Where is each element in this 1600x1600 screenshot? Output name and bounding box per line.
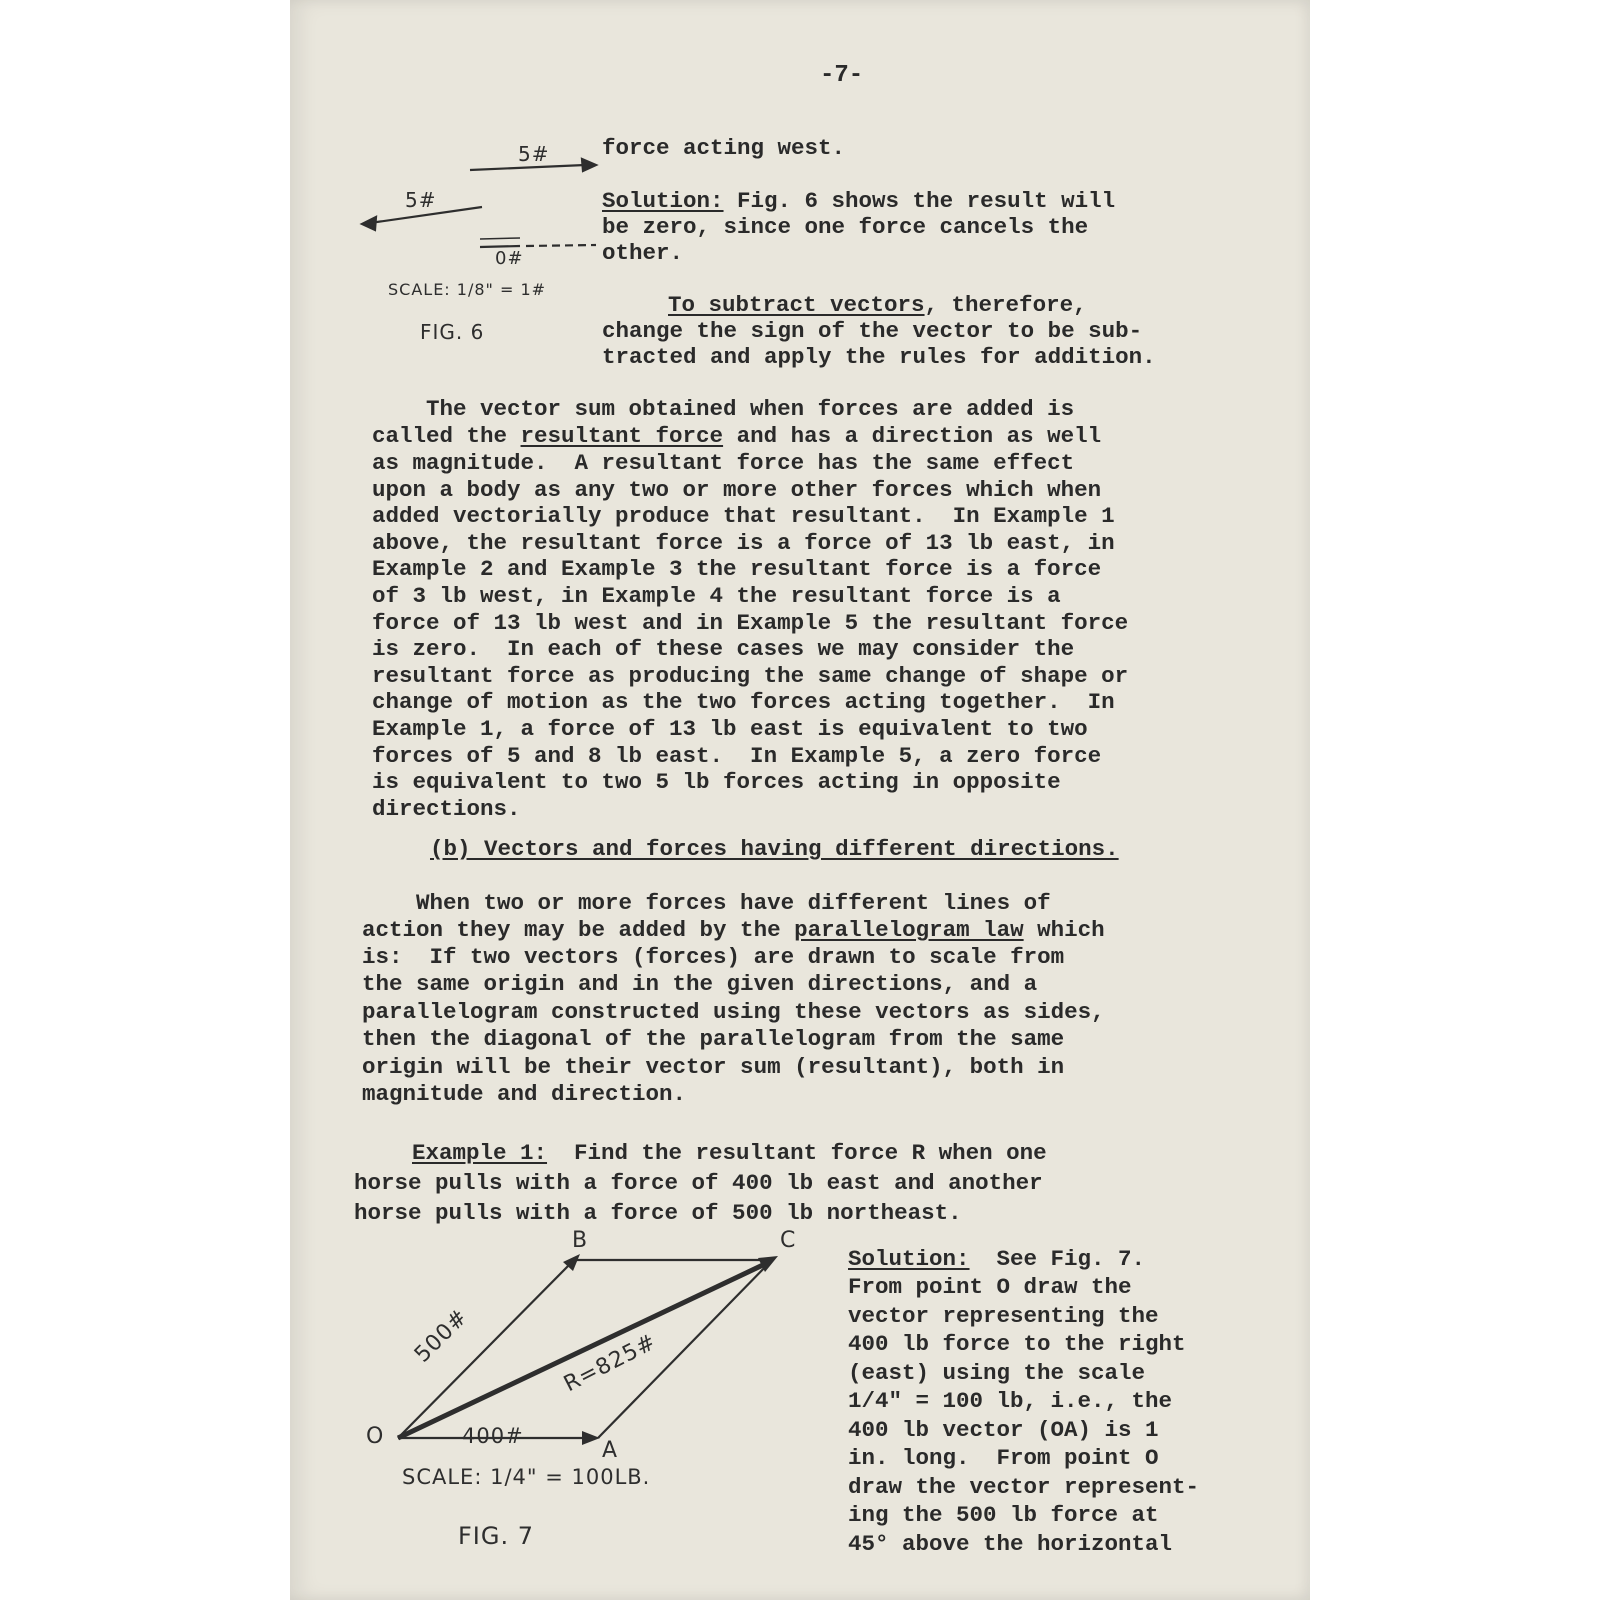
fig7-arrowhead-a bbox=[582, 1431, 600, 1445]
parallelogram-line: the same origin and in the given directions, and a bbox=[362, 971, 1038, 998]
fig6-arrowhead-west bbox=[362, 217, 376, 230]
parallelogram-line: then the diagonal of the parallelogram from the same bbox=[362, 1026, 1065, 1053]
fig7-arrowhead-c bbox=[758, 1256, 778, 1272]
subtract-vectors-term: To subtract vectors bbox=[668, 292, 925, 318]
solution7-line bbox=[848, 1246, 1145, 1273]
solution7-line: From point O draw the bbox=[848, 1274, 1132, 1300]
resultant-line: change of motion as the two forces acting together. In bbox=[372, 689, 1115, 716]
fig6-solution-line: be zero, since one force cancels the bbox=[602, 214, 1089, 240]
parallelogram-line: is: If two vectors (forces) are drawn to scale from bbox=[362, 944, 1065, 970]
example1-line bbox=[356, 1140, 1047, 1167]
resultant-line2-post: and has a direction as well bbox=[723, 423, 1102, 449]
example1-line1-rest: Find the resultant force R when one bbox=[547, 1140, 1047, 1166]
parallelogram-line2-pre: action they may be added by the bbox=[362, 917, 795, 943]
parallelogram-line: When two or more forces have different lines of bbox=[362, 890, 1051, 916]
parallelogram-line: magnitude and direction. bbox=[362, 1081, 687, 1107]
resultant-line: is equivalent to two 5 lb forces acting in opposite bbox=[372, 769, 1061, 796]
example1-line: horse pulls with a force of 500 lb northeast. bbox=[354, 1200, 962, 1226]
fig6-arrow-top-label: 5# bbox=[518, 142, 550, 166]
fig6-arrow-bottom-label: 5# bbox=[405, 188, 437, 212]
resultant-line2-pre: called the bbox=[372, 423, 521, 449]
fig6-solution-line: other. bbox=[602, 240, 684, 266]
resultant-line bbox=[372, 423, 1101, 450]
subtract-line: change the sign of the vector to be sub- bbox=[602, 318, 1143, 344]
example1-line: horse pulls with a force of 400 lb east and another bbox=[354, 1170, 1043, 1196]
solution7-line: 45° above the horizontal bbox=[848, 1530, 1173, 1557]
solution7-line: (east) using the scale bbox=[848, 1359, 1146, 1386]
resultant-line: is zero. In each of these cases we may consider the bbox=[372, 636, 1075, 663]
solution7-line: 1/4" = 100 lb, i.e., the bbox=[848, 1388, 1173, 1414]
resultant-line: force of 13 lb west and in Example 5 the resultant force bbox=[372, 609, 1129, 636]
fig7-label-ob: 500# bbox=[410, 1304, 474, 1368]
fig7-resultant-oc bbox=[398, 1264, 765, 1438]
solution7-label: Solution: bbox=[848, 1246, 970, 1272]
resultant-line: Example 2 and Example 3 the resultant force is a force bbox=[372, 556, 1102, 583]
solution7-line: draw the vector represent- bbox=[848, 1473, 1200, 1500]
resultant-force-term: resultant force bbox=[520, 423, 724, 449]
resultant-line: resultant force as producing the same change of shape or bbox=[372, 662, 1129, 689]
document-page bbox=[290, 0, 1310, 1600]
fig6-arrowhead-east bbox=[582, 159, 596, 171]
section-b-heading: (b) Vectors and forces having different directions. bbox=[430, 836, 1119, 862]
solution7-line1-rest: See Fig. 7. bbox=[969, 1246, 1146, 1272]
resultant-line: above, the resultant force is a force of 13 lb east, in bbox=[372, 529, 1115, 556]
fig7-label-oc: R=825# bbox=[560, 1329, 661, 1398]
fig6-solution bbox=[602, 188, 1115, 215]
fig6-solution-line: Fig. 6 shows the result will bbox=[723, 188, 1116, 214]
page-number: -7- bbox=[820, 62, 864, 89]
subtract-vectors-rest: , therefore, bbox=[924, 292, 1087, 318]
fig6-zero-label: 0# bbox=[495, 248, 524, 269]
resultant-line: as magnitude. A resultant force has the same effect bbox=[372, 450, 1075, 476]
parallelogram-line bbox=[362, 917, 1105, 944]
fig6-zero-line bbox=[480, 246, 520, 247]
fig7-point-a: A bbox=[602, 1438, 619, 1463]
resultant-line: Example 1, a force of 13 lb east is equivalent to two bbox=[372, 716, 1088, 742]
example1-label: Example 1: bbox=[412, 1140, 548, 1166]
fig7-label-oa: 400# bbox=[462, 1424, 524, 1448]
parallelogram-line: origin will be their vector sum (resultant), both in bbox=[362, 1053, 1065, 1080]
solution7-line: vector representing the bbox=[848, 1302, 1159, 1329]
resultant-line: of 3 lb west, in Example 4 the resultant force is a bbox=[372, 583, 1061, 609]
parallelogram-law-term: parallelogram law bbox=[794, 917, 1024, 943]
fig7-point-c: C bbox=[780, 1228, 797, 1253]
parallelogram-line2-post: which bbox=[1023, 917, 1105, 943]
subtract-vectors-line bbox=[668, 292, 1087, 319]
resultant-line: added vectorially produce that resultant. In Example 1 bbox=[372, 503, 1115, 530]
solution7-line: ing the 500 lb force at bbox=[848, 1502, 1159, 1528]
fig6-scale-label: SCALE: 1/8" = 1# bbox=[388, 280, 547, 299]
fig7-point-o: O bbox=[366, 1424, 385, 1449]
subtract-line: tracted and apply the rules for addition. bbox=[602, 344, 1156, 370]
fig7-point-b: B bbox=[572, 1228, 589, 1253]
resultant-line: upon a body as any two or more other forces which when bbox=[372, 476, 1102, 503]
fig6-solution-label: Solution: bbox=[602, 188, 724, 214]
resultant-line: The vector sum obtained when forces are added is bbox=[372, 396, 1075, 422]
resultant-line: forces of 5 and 8 lb east. In Example 5, a zero force bbox=[372, 742, 1102, 769]
fig7-figure-label: FIG. 7 bbox=[458, 1522, 535, 1550]
solution7-line: in. long. From point O bbox=[848, 1445, 1159, 1471]
solution7-line: 400 lb vector (OA) is 1 bbox=[848, 1416, 1159, 1443]
solution7-line: 400 lb force to the right bbox=[848, 1331, 1186, 1357]
resultant-line: directions. bbox=[372, 795, 521, 822]
fig6-figure-label: FIG. 6 bbox=[420, 320, 485, 344]
fig6-text-line: force acting west. bbox=[602, 135, 846, 161]
fig6-zero-dashed bbox=[526, 245, 596, 246]
parallelogram-line: parallelogram constructed using these vectors as sides, bbox=[362, 998, 1105, 1025]
fig7-scale-label: SCALE: 1/4" = 100LB. bbox=[402, 1465, 651, 1489]
